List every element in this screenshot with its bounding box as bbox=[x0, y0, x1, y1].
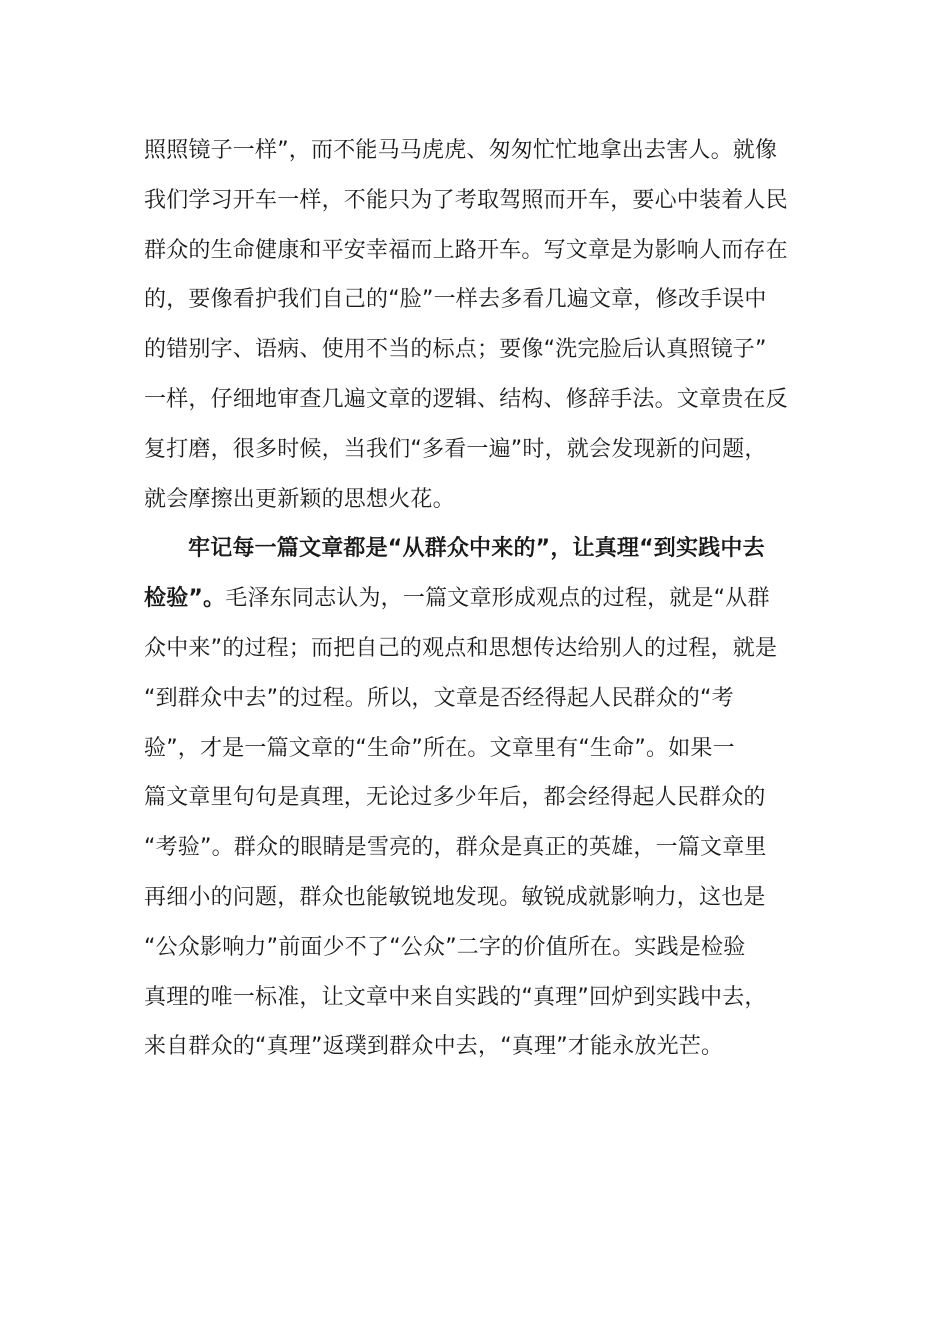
text-line bbox=[144, 873, 804, 923]
text-segment: 一样，仔细地审查几遍文章的逻辑、结构、修辞手法。文章贵在反 bbox=[144, 386, 788, 412]
text-segment: 篇文章里句句是真理，无论过多少年后，都会经得起人民群众的 bbox=[144, 785, 766, 811]
text-line bbox=[144, 973, 804, 1023]
text-line bbox=[144, 425, 804, 475]
text-line bbox=[144, 126, 804, 176]
text-segment: 毛泽东同志认为，一篇文章形成观点的过程，就是“从群 bbox=[225, 586, 770, 612]
text-segment: 我们学习开车一样，不能只为了考取驾照而开车，要心中装着人民 bbox=[144, 187, 788, 213]
text-line bbox=[144, 176, 804, 226]
text-line bbox=[144, 624, 804, 674]
text-segment: 复打磨，很多时候，当我们“多看一遍”时，就会发现新的问题， bbox=[144, 436, 767, 462]
text-segment: 众中来”的过程；而把自己的观点和思想传达给别人的过程，就是 bbox=[144, 635, 778, 661]
text-line bbox=[144, 773, 804, 823]
text-segment: 真理的唯一标准，让文章中来自实践的“真理”回炉到实践中去， bbox=[144, 984, 767, 1010]
text-line bbox=[144, 524, 804, 574]
bold-text-segment: 牢记每一篇文章都是“从群众中来的”，让真理“到实践中去 bbox=[188, 536, 765, 562]
text-segment: 来自群众的“真理”返璞到群众中去，“真理”才能永放光芒。 bbox=[144, 1034, 724, 1060]
text-line bbox=[144, 325, 804, 375]
text-segment: 的，要像看护我们自己的“脸”一样去多看几遍文章，修改手误中 bbox=[144, 287, 767, 313]
text-segment: 的错别字、语病、使用不当的标点；要像“洗完脸后认真照镜子” bbox=[144, 337, 767, 363]
text-line bbox=[144, 1022, 804, 1072]
text-line bbox=[144, 275, 804, 325]
text-segment: 群众的生命健康和平安幸福而上路开车。写文章是为影响人而存在 bbox=[144, 237, 788, 263]
text-line bbox=[144, 674, 804, 724]
text-segment: 验”，才是一篇文章的“生命”所在。文章里有“生命”。如果一 bbox=[144, 735, 735, 761]
text-segment: “考验”。群众的眼睛是雪亮的，群众是真正的英雄，一篇文章里 bbox=[144, 835, 767, 861]
text-line bbox=[144, 724, 804, 774]
text-line bbox=[144, 475, 804, 525]
text-line bbox=[144, 823, 804, 873]
text-segment: 照照镜子一样”，而不能马马虎虎、匆匆忙忙地拿出去害人。就像 bbox=[144, 138, 778, 163]
text-line bbox=[144, 226, 804, 276]
text-segment: “公众影响力”前面少不了“公众”二字的价值所在。实践是检验 bbox=[144, 934, 746, 960]
text-line bbox=[144, 375, 804, 425]
text-segment: “到群众中去”的过程。所以，文章是否经得起人民群众的“考 bbox=[144, 685, 734, 711]
bold-text-segment: 检验”。 bbox=[144, 586, 226, 612]
body-text bbox=[144, 126, 804, 1072]
text-line bbox=[144, 923, 804, 973]
text-segment: 就会摩擦出更新颖的思想火花。 bbox=[144, 486, 455, 512]
text-segment: 再细小的问题，群众也能敏锐地发现。敏锐成就影响力，这也是 bbox=[144, 884, 766, 910]
text-line bbox=[144, 574, 804, 624]
